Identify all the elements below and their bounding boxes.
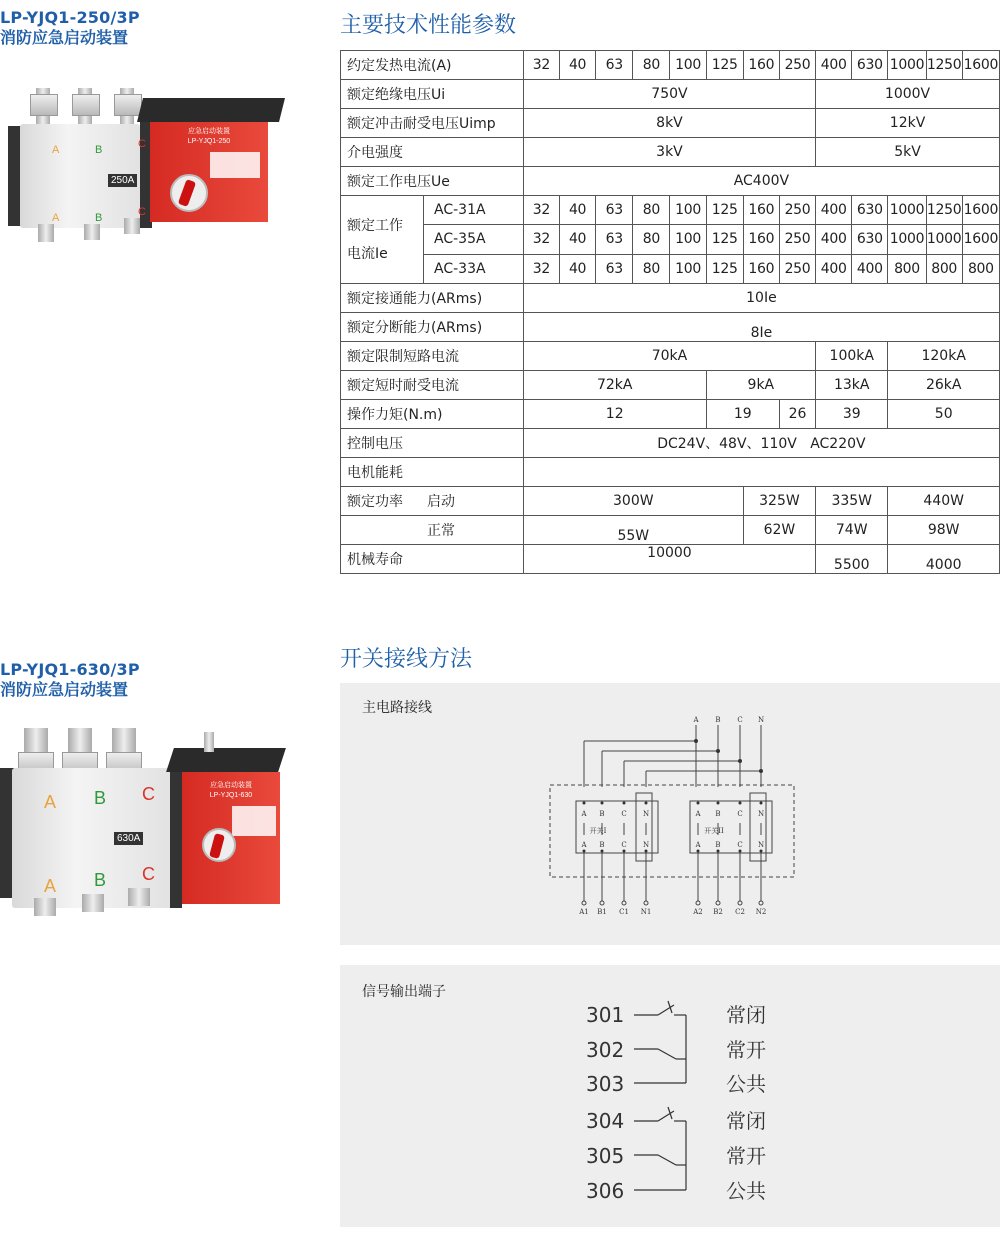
pole-label: A bbox=[581, 810, 587, 818]
ac31-cell: 125 bbox=[706, 196, 743, 225]
ac35-cell: 63 bbox=[596, 225, 633, 254]
row-insulation bbox=[341, 80, 1000, 109]
ac31-cell: 630 bbox=[852, 196, 888, 225]
ac31-label: AC-31A bbox=[424, 196, 523, 225]
pole-label: C bbox=[737, 841, 743, 849]
panel-model: LP-YJQ1-250 bbox=[187, 138, 231, 145]
ac31-cell: 32 bbox=[523, 196, 559, 225]
ac35-label: AC-35A bbox=[424, 225, 523, 254]
bottom-terminal: C1 bbox=[619, 908, 629, 916]
impulse-label: 额定冲击耐受电压Uimp bbox=[341, 109, 524, 138]
ac35-cell: 100 bbox=[670, 225, 706, 254]
pole-label: C bbox=[737, 810, 743, 818]
device-red-panel bbox=[150, 122, 268, 222]
ac31-cell: 40 bbox=[559, 196, 595, 225]
ac35-cell: 1000 bbox=[926, 225, 962, 254]
current-cell: 63 bbox=[596, 51, 633, 80]
short-4: 26kA bbox=[888, 371, 1000, 400]
rating-badge: 630A bbox=[114, 832, 143, 845]
ac31-cell: 160 bbox=[743, 196, 779, 225]
current-cell: 40 bbox=[559, 51, 595, 80]
short-1: 72kA bbox=[523, 371, 706, 400]
phase-b-top: B bbox=[95, 144, 103, 156]
row-rated-current bbox=[341, 51, 1000, 80]
dielectric-high: 5kV bbox=[816, 138, 1000, 167]
motor-value bbox=[523, 458, 999, 487]
work-current-group bbox=[341, 196, 524, 284]
start-1: 300W bbox=[523, 487, 743, 516]
switch-1-label: 开关I bbox=[589, 827, 607, 835]
start-4: 440W bbox=[888, 487, 1000, 516]
current-cell: 1000 bbox=[888, 51, 926, 80]
ac35-cell: 32 bbox=[523, 225, 559, 254]
phase-a-top: A bbox=[52, 144, 60, 156]
work-voltage-value: AC400V bbox=[523, 167, 999, 196]
pole-label: B bbox=[715, 810, 721, 818]
life-label: 机械寿命 bbox=[341, 545, 524, 574]
pole-label: A bbox=[581, 841, 587, 849]
bottom-terminal: A1 bbox=[579, 908, 589, 916]
signal-title: 信号输出端子 bbox=[362, 984, 446, 1000]
pole-label: B bbox=[599, 841, 605, 849]
ac31-cell: 250 bbox=[779, 196, 815, 225]
normal-4: 98W bbox=[888, 516, 1000, 545]
pole-label: C bbox=[621, 841, 627, 849]
ac33-cell: 800 bbox=[888, 254, 926, 283]
ac31-cell: 1000 bbox=[888, 196, 926, 225]
rating-badge: 250A bbox=[108, 174, 137, 187]
control-value: DC24V、48V、110V AC220V bbox=[523, 429, 999, 458]
ac33-cell: 40 bbox=[559, 254, 595, 283]
ac33-cell: 80 bbox=[633, 254, 670, 283]
panel-title: 应急启动装置 bbox=[188, 128, 230, 135]
row-dielectric bbox=[341, 138, 1000, 167]
main-circuit-title: 主电路接线 bbox=[362, 700, 432, 716]
product-title-2 bbox=[0, 660, 140, 700]
ac35-cell: 160 bbox=[743, 225, 779, 254]
phase-c-bottom: C bbox=[142, 864, 155, 884]
signal-diagram bbox=[340, 965, 1000, 1227]
row-ac31 bbox=[341, 196, 1000, 225]
insulation-high: 1000V bbox=[816, 80, 1000, 109]
row-power-normal bbox=[341, 516, 1000, 545]
row-power-start bbox=[341, 487, 1000, 516]
row-motor bbox=[341, 458, 1000, 487]
ac31-cell: 400 bbox=[816, 196, 852, 225]
current-cell: 630 bbox=[852, 51, 888, 80]
main-circuit-diagram bbox=[340, 683, 1000, 945]
product-name: 消防应急启动装置 bbox=[0, 680, 129, 699]
row-breaking bbox=[341, 313, 1000, 342]
torque-label: 操作力矩(N.m) bbox=[341, 400, 524, 429]
spec-section-title: 主要技术性能参数 bbox=[340, 13, 517, 38]
torque-1: 12 bbox=[523, 400, 706, 429]
making-label: 额定接通能力(ARms) bbox=[341, 284, 524, 313]
pole-label: B bbox=[715, 841, 721, 849]
insulation-low: 750V bbox=[523, 80, 815, 109]
life-3: 4000 bbox=[888, 545, 1000, 574]
start-2: 325W bbox=[743, 487, 815, 516]
normal-2: 62W bbox=[743, 516, 815, 545]
phase-b-top: B bbox=[94, 788, 107, 808]
control-label: 控制电压 bbox=[341, 429, 524, 458]
work-current-label-1: 额定工作 bbox=[347, 217, 403, 234]
ac33-label: AC-33A bbox=[434, 260, 486, 277]
panel-title: 应急启动装置 bbox=[210, 782, 252, 789]
signal-num: 305 bbox=[586, 1144, 625, 1168]
torque-2: 19 bbox=[706, 400, 779, 429]
bottom-terminal: B2 bbox=[713, 908, 723, 916]
ac31-cell: 1250 bbox=[926, 196, 962, 225]
impulse-low: 8kV bbox=[523, 109, 815, 138]
impulse-high: 12kV bbox=[816, 109, 1000, 138]
torque-3: 26 bbox=[779, 400, 815, 429]
bottom-terminal: C2 bbox=[735, 908, 745, 916]
torque-4: 39 bbox=[816, 400, 888, 429]
torque-5: 50 bbox=[888, 400, 1000, 429]
normal-1: 55W bbox=[523, 516, 743, 545]
device-red-panel bbox=[182, 772, 280, 904]
limit-mid: 100kA bbox=[816, 342, 888, 371]
row-impulse bbox=[341, 109, 1000, 138]
ac33-cell: 400 bbox=[816, 254, 852, 283]
signal-panel bbox=[340, 965, 1000, 1227]
signal-label: 常闭 bbox=[726, 1109, 766, 1133]
ac35-cell: 125 bbox=[706, 225, 743, 254]
phase-b-bottom: B bbox=[94, 870, 107, 890]
signal-label: 常开 bbox=[726, 1038, 766, 1062]
current-cell: 160 bbox=[743, 51, 779, 80]
ac33-cell: 400 bbox=[852, 254, 888, 283]
phase-c-top: C bbox=[138, 138, 146, 150]
current-cell: 250 bbox=[779, 51, 815, 80]
dielectric-low: 3kV bbox=[523, 138, 815, 167]
motor-label: 电机能耗 bbox=[341, 458, 524, 487]
current-cell: 400 bbox=[816, 51, 852, 80]
product-model: LP-YJQ1-630/3P bbox=[0, 660, 140, 679]
normal-3: 74W bbox=[816, 516, 888, 545]
row-life bbox=[341, 545, 1000, 574]
power-start-label-cell bbox=[341, 487, 524, 516]
ac33-cell: 100 bbox=[670, 254, 706, 283]
bottom-terminal: N2 bbox=[755, 908, 767, 916]
bottom-terminal: N1 bbox=[640, 908, 652, 916]
work-current-label-2: 电流Ie bbox=[347, 245, 388, 262]
breaking-value: 8Ie bbox=[523, 313, 999, 342]
start-3: 335W bbox=[816, 487, 888, 516]
pole-label: N bbox=[642, 810, 650, 818]
bottom-terminal: B1 bbox=[597, 908, 607, 916]
spec-table bbox=[340, 50, 1000, 574]
pole-label: N bbox=[642, 841, 650, 849]
ac35-cell: 1600 bbox=[962, 225, 999, 254]
current-cell: 100 bbox=[670, 51, 706, 80]
life-2: 5500 bbox=[816, 545, 888, 574]
top-terminal-b: B bbox=[715, 716, 721, 724]
ac33-cell: 800 bbox=[926, 254, 962, 283]
limit-low: 70kA bbox=[523, 342, 815, 371]
row-torque bbox=[341, 400, 1000, 429]
pole-label: B bbox=[599, 810, 605, 818]
signal-num: 303 bbox=[586, 1072, 625, 1096]
pole-label: C bbox=[621, 810, 627, 818]
ac35-cell: 40 bbox=[559, 225, 595, 254]
short-2: 9kA bbox=[706, 371, 815, 400]
switch-2-label: 开关II bbox=[704, 827, 724, 835]
product-image-2 bbox=[0, 728, 300, 918]
row-control bbox=[341, 429, 1000, 458]
ac35-cell: 250 bbox=[779, 225, 815, 254]
panel-model: LP-YJQ1-630 bbox=[209, 792, 253, 799]
top-terminal-a: A bbox=[693, 716, 699, 724]
current-cell: 1600 bbox=[962, 51, 999, 80]
signal-label: 公共 bbox=[726, 1072, 766, 1096]
phase-c-bottom: C bbox=[138, 206, 146, 218]
pole-label: A bbox=[695, 841, 701, 849]
row-limit bbox=[341, 342, 1000, 371]
limit-high: 120kA bbox=[888, 342, 1000, 371]
ac31-cell: 1600 bbox=[962, 196, 999, 225]
pole-label: A bbox=[695, 810, 701, 818]
start-label: 启动 bbox=[427, 494, 455, 510]
ac33-cell: 32 bbox=[523, 254, 559, 283]
short-label: 额定短时耐受电流 bbox=[341, 371, 524, 400]
top-terminal-n: N bbox=[757, 716, 765, 724]
bottom-terminal: A2 bbox=[693, 908, 703, 916]
making-value: 10Ie bbox=[523, 284, 999, 313]
dielectric-label: 介电强度 bbox=[341, 138, 524, 167]
ac35-cell: 400 bbox=[816, 225, 852, 254]
signal-label: 常开 bbox=[726, 1144, 766, 1168]
current-cell: 80 bbox=[633, 51, 670, 80]
work-voltage-label: 额定工作电压Ue bbox=[341, 167, 524, 196]
phase-a-bottom: A bbox=[52, 212, 60, 224]
product-title-1 bbox=[0, 8, 140, 48]
ac33-cell: 125 bbox=[706, 254, 743, 283]
pole-label: N bbox=[757, 810, 765, 818]
rated-current-label: 约定发热电流(A) bbox=[341, 51, 524, 80]
current-cell: 1250 bbox=[926, 51, 962, 80]
power-label: 额定功率 bbox=[347, 494, 403, 510]
short-3: 13kA bbox=[816, 371, 888, 400]
phase-b-bottom: B bbox=[95, 212, 103, 224]
signal-num: 302 bbox=[586, 1038, 625, 1062]
product-name: 消防应急启动装置 bbox=[0, 28, 129, 47]
ac31-cell: 63 bbox=[596, 196, 633, 225]
limit-label: 额定限制短路电流 bbox=[341, 342, 524, 371]
life-1: 10000 bbox=[523, 545, 815, 574]
wiring-section-title: 开关接线方法 bbox=[340, 647, 473, 672]
ac33-cell: 800 bbox=[962, 254, 999, 283]
phase-a-top: A bbox=[44, 792, 57, 812]
ac33-cell: 160 bbox=[743, 254, 779, 283]
phase-a-bottom: A bbox=[44, 876, 57, 896]
pole-label: N bbox=[757, 841, 765, 849]
signal-label: 常闭 bbox=[726, 1003, 766, 1027]
row-making bbox=[341, 284, 1000, 313]
breaking-label: 额定分断能力(ARms) bbox=[341, 313, 524, 342]
phase-c-top: C bbox=[142, 784, 155, 804]
ac31-cell: 80 bbox=[633, 196, 670, 225]
row-work-voltage bbox=[341, 167, 1000, 196]
main-circuit-panel bbox=[340, 683, 1000, 945]
ac31-cell: 100 bbox=[670, 196, 706, 225]
signal-label: 公共 bbox=[726, 1179, 766, 1203]
signal-num: 304 bbox=[586, 1109, 625, 1133]
row-short bbox=[341, 371, 1000, 400]
signal-num: 306 bbox=[586, 1179, 625, 1203]
current-cell: 32 bbox=[523, 51, 559, 80]
ac35-cell: 80 bbox=[633, 225, 670, 254]
ac33-cell: 250 bbox=[779, 254, 815, 283]
signal-num: 301 bbox=[586, 1003, 625, 1027]
top-terminal-c: C bbox=[737, 716, 743, 724]
ac35-cell: 1000 bbox=[888, 225, 926, 254]
normal-label: 正常 bbox=[341, 516, 524, 545]
product-image-1 bbox=[0, 88, 285, 248]
product-model: LP-YJQ1-250/3P bbox=[0, 8, 140, 27]
current-cell: 125 bbox=[706, 51, 743, 80]
ac33-cell: 63 bbox=[596, 254, 633, 283]
ac35-cell: 630 bbox=[852, 225, 888, 254]
insulation-label: 额定绝缘电压Ui bbox=[341, 80, 524, 109]
